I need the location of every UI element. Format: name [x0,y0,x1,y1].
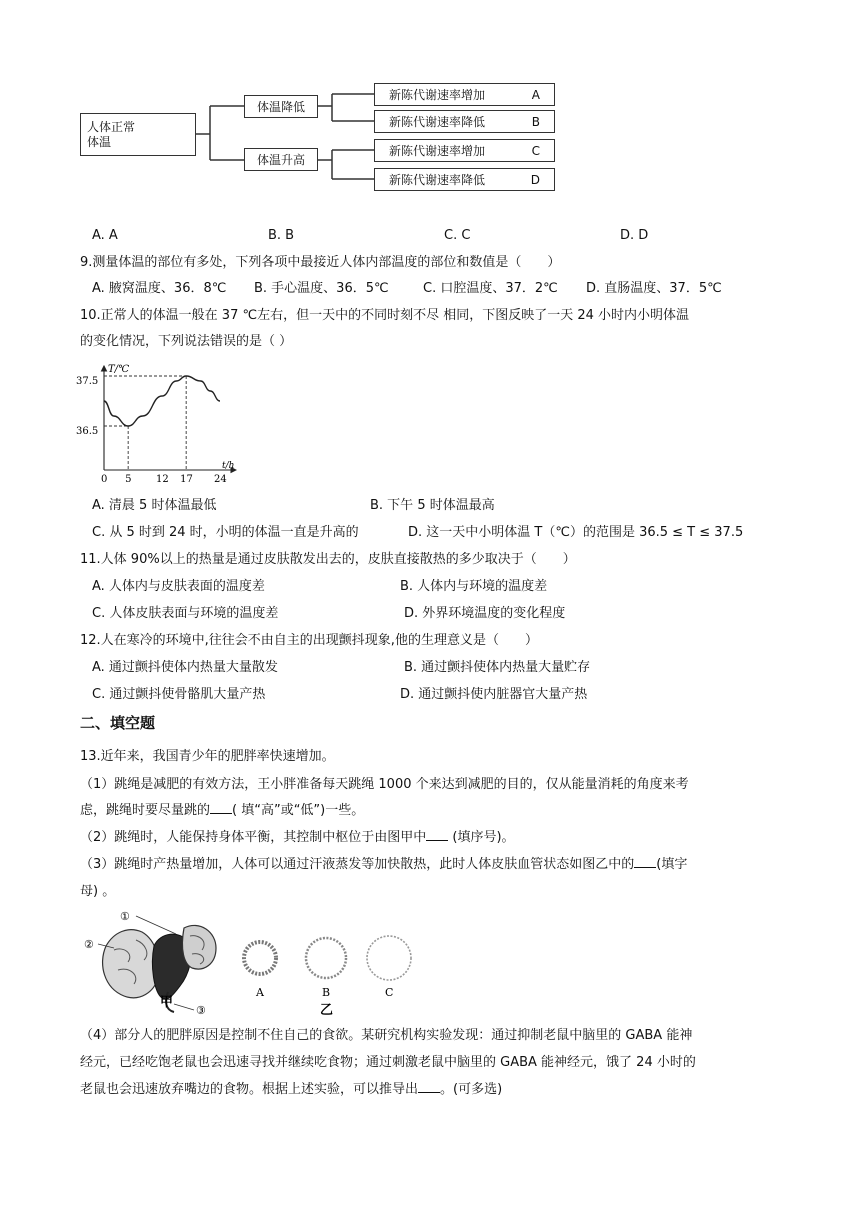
low-temp-box: 体温降低 [244,95,318,118]
q13-part1-line1: （1）跳绳是减肥的有效方法，王小胖准备每天跳绳 1000 个来达到减肥的目的，仅从能量消耗的角度来考 [80,777,689,792]
q8-option-d[interactable]: D. D [620,228,649,243]
q13-part2-blank[interactable] [426,828,448,841]
q13-part4-line1: （4）部分人的肥胖原因是控制不住自己的食欲。某研究机构实验发现：通过抑制老鼠中脑里的 GABA 能神 [80,1028,693,1043]
vessel-c-illustration [367,936,411,980]
brain-label-1: ① [120,910,130,923]
q8-option-b[interactable]: B. B [268,228,295,243]
q10-option-c[interactable]: C. 从 5 时到 24 时，小明的体温一直是升高的 [92,525,359,540]
q13-part4-text-before: 老鼠也会迅速放弃嘴边的食物。根据上述实验，可以推导出 [80,1082,419,1097]
q12-stem: 12.人在寒冷的环境中,往往会不由自主的出现颤抖现象,他的生理意义是（ ） [80,633,538,648]
x-tick-0: 0 [101,474,108,485]
q10-option-a[interactable]: A. 清晨 5 时体温最低 [92,498,217,513]
y-tick-37-5: 37.5 [76,376,99,387]
q13-part3-line2: 母) 。 [80,884,116,899]
q9-option-d[interactable]: D. 直肠温度、37．5℃ [586,281,722,296]
q13-part1-text-after: ( 填“高”或“低”)一些。 [232,803,365,818]
leaf-b-text: 新陈代谢速率降低 [389,115,486,129]
q13-part3-text-after: (填字 [656,857,688,872]
leaf-box-c [374,139,555,162]
x-tick-24: 24 [214,474,227,485]
x-tick-5: 5 [125,474,132,485]
q12-option-b[interactable]: B. 通过颤抖使体内热量大量贮存 [404,660,591,675]
figure-yi-label: 乙 [320,1003,334,1018]
y-axis-label: T/℃ [108,364,130,375]
q8-option-a[interactable]: A. A [92,228,118,243]
leaf-a-text: 新陈代谢速率增加 [389,88,486,102]
q13-part2-text-before: （2）跳绳时，人能保持身体平衡，其控制中枢位于由图甲中 [80,830,427,845]
leaf-d-text: 新陈代谢速率降低 [389,173,486,187]
q12-option-d[interactable]: D. 通过颤抖使内脏器官大量产热 [400,687,588,702]
brain-and-vessel-figure [84,906,414,1018]
brain-illustration [98,916,216,1012]
leaf-box-a [374,83,555,106]
vessel-label-b: B [322,986,331,999]
vessel-a-illustration [244,942,276,974]
vessel-label-a: A [256,986,264,999]
q9-option-b[interactable]: B. 手心温度、36．5℃ [254,281,389,296]
q11-option-a[interactable]: A. 人体内与皮肤表面的温度差 [92,579,265,594]
q13-part3-blank[interactable] [634,855,656,868]
leaf-d-letter: D [530,172,540,187]
q13-part1-text-before: 虑，跳绳时要尽量跳的 [80,803,211,818]
q11-option-d[interactable]: D. 外界环境温度的变化程度 [404,606,566,621]
q9-option-c[interactable]: C. 口腔温度、37．2℃ [423,281,558,296]
leaf-box-b [374,110,555,133]
section-heading-fill-in: 二、填空题 [80,714,156,732]
q12-option-a[interactable]: A. 通过颤抖使体内热量大量散发 [92,660,278,675]
q9-option-a[interactable]: A. 腋窝温度、36．8℃ [92,281,227,296]
q11-stem: 11.人体 90%以上的热量是通过皮肤散发出去的，皮肤直接散热的多少取决于（ ） [80,552,576,567]
q10-stem-line1: 10.正常人的体温一般在 37 ℃左右，但一天中的不同时刻不尽 相同，下图反映了一天 24 小时内小明体温 [80,308,690,323]
q10-option-b[interactable]: B. 下午 5 时体温最高 [370,498,495,513]
leaf-a-letter: A [531,87,540,102]
high-temp-box: 体温升高 [244,148,318,171]
q13-part2-line [80,828,515,848]
q13-part3-line1 [80,855,687,875]
vessel-label-c: C [385,986,394,999]
q10-stem-line2: 的变化情况，下列说法错误的是（ ） [80,334,293,349]
q11-option-b[interactable]: B. 人体内与环境的温度差 [400,579,548,594]
q13-part4-text-after: 。(可多选) [440,1082,503,1097]
leaf-c-text: 新陈代谢速率增加 [389,144,486,158]
q12-option-c[interactable]: C. 通过颤抖使骨骼肌大量产热 [92,687,266,702]
q13-part3-text-before: （3）跳绳时产热量增加，人体可以通过汗液蒸发等加快散热，此时人体皮肤血管状态如图乙中的 [80,857,635,872]
q13-part4-blank[interactable] [418,1080,440,1093]
leaf-box-d [374,168,555,191]
q10-option-d[interactable]: D. 这一天中小明体温 T（℃）的范围是 36.5 ≤ T ≤ 37.5 [408,525,744,540]
brain-label-2: ② [84,938,94,951]
x-tick-12: 12 [156,474,169,485]
temperature-line-chart [72,358,242,490]
q9-stem: 9.测量体温的部位有多处，下列各项中最接近人体内部温度的部位和数值是（ ） [80,255,561,270]
y-tick-36-5: 36.5 [76,426,99,437]
q8-option-c[interactable]: C. C [444,228,471,243]
q11-option-c[interactable]: C. 人体皮肤表面与环境的温度差 [92,606,279,621]
q13-part4-line2: 经元，已经吃饱老鼠也会迅速寻找并继续吃食物；通过刺激老鼠中脑里的 GABA 能神经元，饿了 24 小时的 [80,1055,696,1070]
x-tick-17: 17 [180,474,193,485]
q13-part1-blank[interactable] [210,801,232,814]
brain-label-3: ③ [196,1004,206,1017]
root-box: 人体正常 体温 [80,113,196,156]
q13-part1-line2 [80,801,364,821]
q13-part4-line3 [80,1080,502,1100]
figure-jia-label: 甲 [160,995,174,1010]
x-axis-label: t/h [222,461,235,471]
q13-part2-text-after: (填序号)。 [448,830,515,845]
q13-stem: 13.近年来，我国青少年的肥胖率快速增加。 [80,749,335,764]
temperature-series-line [104,376,220,426]
leaf-c-letter: C [531,143,540,158]
vessel-b-illustration [306,938,346,978]
leaf-b-letter: B [531,114,540,129]
